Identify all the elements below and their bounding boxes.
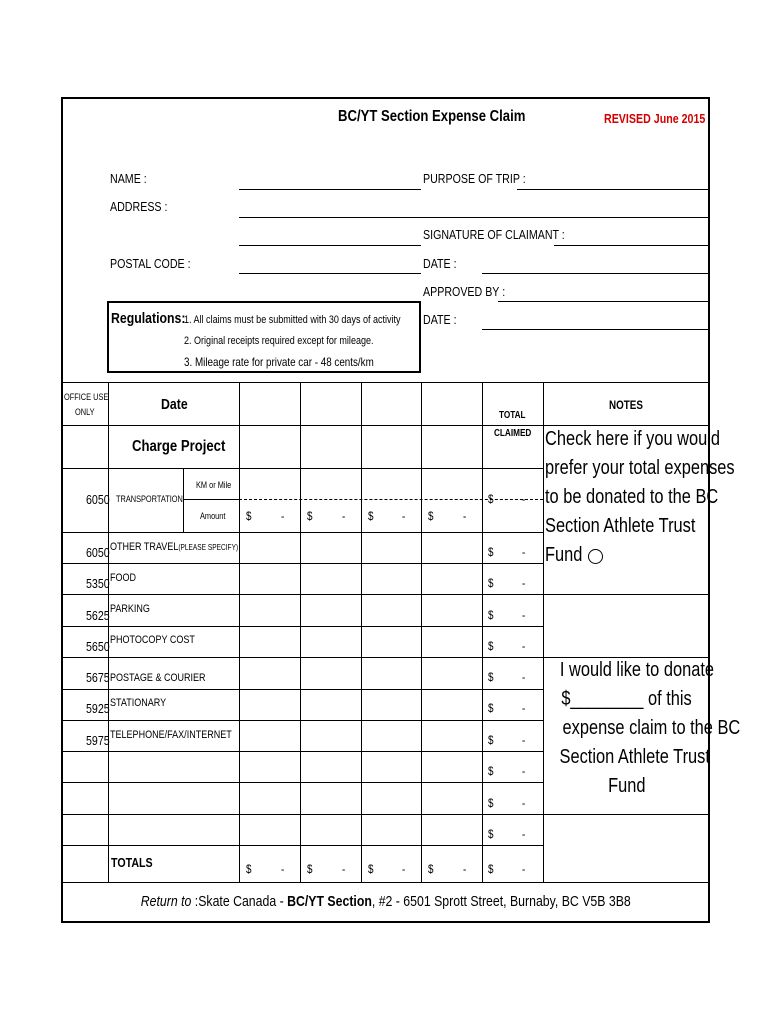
zero-value: - [522,701,526,715]
km-dashed-line [239,499,543,500]
donate-radio[interactable] [588,549,603,564]
address-field-1[interactable] [239,217,709,218]
row-label [110,541,238,553]
date-field-2[interactable] [482,329,709,330]
postal-code-field[interactable] [239,273,421,274]
return-section: BC/YT Section [286,893,372,910]
revised-label: REVISED June 2015 [604,111,706,126]
return-street: , #2 - 6501 Sprott Street, Burnaby, BC V5B 3B8 [371,893,631,910]
currency-symbol: $ [488,827,494,841]
amount-label: Amount [200,511,226,521]
regulation-item: 2. Original receipts required except for mileage. [184,335,374,347]
date-label-1: DATE : [423,256,457,271]
currency-symbol: $ [488,608,494,622]
currency-symbol: $ [488,733,494,747]
note-line: Section Athlete Trust [545,515,696,537]
currency-symbol: $ [428,509,434,523]
currency-symbol: $ [246,862,252,876]
zero-value: - [522,492,526,506]
currency-symbol: $ [368,862,374,876]
grid-line [61,626,543,627]
zero-value: - [402,862,406,876]
date-column-header: Date [161,396,188,413]
zero-value: - [522,862,526,876]
name-field[interactable] [239,189,421,190]
regulation-item: 1. All claims must be submitted with 30 days of activity [184,314,401,326]
office-use-label: OFFICE USE [64,392,109,402]
grid-line [482,382,483,882]
signature-label: SIGNATURE OF CLAIMANT : [423,227,565,242]
currency-symbol: $ [488,545,494,559]
grid-line [183,468,184,532]
form-title: BC/YT Section Expense Claim [338,108,526,125]
zero-value: - [402,509,406,523]
row-label: FOOD [110,572,137,584]
regulations-heading: Regulations: [111,310,186,327]
zero-value: - [281,862,285,876]
row-label-text: OTHER TRAVEL [110,541,179,553]
grid-line [61,594,710,595]
km-or-mile-label: KM or Mile [196,480,232,490]
zero-value: - [522,670,526,684]
notes-header: NOTES [609,398,643,412]
currency-symbol: $ [307,862,313,876]
note-line: prefer your total expenses [545,457,735,479]
currency-symbol: $ [488,576,494,590]
grid-line [61,882,710,883]
zero-value: - [463,862,467,876]
zero-value: - [281,509,285,523]
currency-symbol: $ [488,701,494,715]
currency-symbol: $ [488,764,494,778]
name-label: NAME : [110,171,147,186]
grid-line [61,814,710,815]
purpose-label: PURPOSE OF TRIP : [423,171,526,186]
note-line: to be donated to the BC [545,486,719,508]
date-label-2: DATE : [423,312,457,327]
note-line: $________ of this [561,688,692,710]
zero-value: - [522,733,526,747]
grid-line [61,532,543,533]
currency-symbol: $ [246,509,252,523]
grid-line [108,382,109,882]
zero-value: - [522,545,526,559]
signature-field[interactable] [554,245,709,246]
regulation-item: 3. Mileage rate for private car - 48 cents/km [184,355,374,369]
note-line: I would like to donate [559,659,714,681]
row-code: 5975 [86,733,110,748]
currency-symbol: $ [428,862,434,876]
zero-value: - [522,827,526,841]
currency-symbol: $ [307,509,313,523]
return-address [61,893,710,911]
zero-value: - [342,509,346,523]
address-field-2[interactable] [239,245,421,246]
date-field-1[interactable] [482,273,709,274]
grid-line [183,499,239,500]
row-code: 6050 [86,492,110,507]
row-label: STATIONARY [110,697,167,709]
address-label: ADDRESS : [110,199,168,214]
zero-value: - [522,576,526,590]
row-label: POSTAGE & COURIER [110,672,206,684]
office-use-label-2: ONLY [75,407,95,417]
zero-value: - [342,862,346,876]
grid-line [61,468,543,469]
grid-line [61,782,543,783]
grid-line [61,845,543,846]
grid-line [61,720,543,721]
grid-line [61,657,710,658]
grid-line [543,425,710,426]
total-claimed-header: TOTAL [499,410,526,421]
approved-by-field[interactable] [498,301,709,302]
totals-label: TOTALS [111,855,153,870]
form-border [61,97,741,923]
grid-line [61,563,543,564]
row-code: 6050 [86,545,110,560]
row-label: TELEPHONE/FAX/INTERNET [110,729,232,741]
grid-line [61,751,543,752]
zero-value: - [522,639,526,653]
row-code: 5625 [86,608,110,623]
grid-line [300,382,301,882]
currency-symbol: $ [368,509,374,523]
currency-symbol: $ [488,796,494,810]
postal-code-label: POSTAL CODE : [110,256,191,271]
row-label: PHOTOCOPY COST [110,634,195,646]
grid-line [421,382,422,882]
table-top-line [61,382,710,383]
currency-symbol: $ [488,639,494,653]
grid-line [61,425,543,426]
note-line: Fund [545,544,583,566]
zero-value: - [522,796,526,810]
zero-value: - [522,764,526,778]
grid-line [361,382,362,882]
currency-symbol: $ [488,670,494,684]
grid-line [543,382,544,882]
note-line: Fund [607,775,646,797]
charge-project-label: Charge Project [132,438,226,455]
note-line: Check here if you would [545,428,721,450]
row-label: PARKING [110,603,150,615]
currency-symbol: $ [488,492,494,506]
zero-value: - [522,608,526,622]
row-label-sub: (PLEASE SPECIFY) [178,543,239,552]
row-code: 5350 [86,576,110,591]
purpose-field[interactable] [517,189,709,190]
grid-line [61,689,543,690]
row-code: 5675 [86,670,110,685]
grid-line [239,382,240,882]
currency-symbol: $ [488,862,494,876]
note-line: expense claim to the BC [562,717,741,739]
return-org: :Skate Canada - [194,893,287,910]
row-label: TRANSPORTATION [116,494,183,504]
total-claimed-header-2: CLAIMED [494,428,532,439]
approved-by-label: APPROVED BY : [423,284,506,299]
row-code: 5650 [86,639,110,654]
note-line: Section Athlete Trust [559,746,710,768]
zero-value: - [463,509,467,523]
row-code: 5925 [86,701,110,716]
return-to-label: Return to [140,893,192,910]
